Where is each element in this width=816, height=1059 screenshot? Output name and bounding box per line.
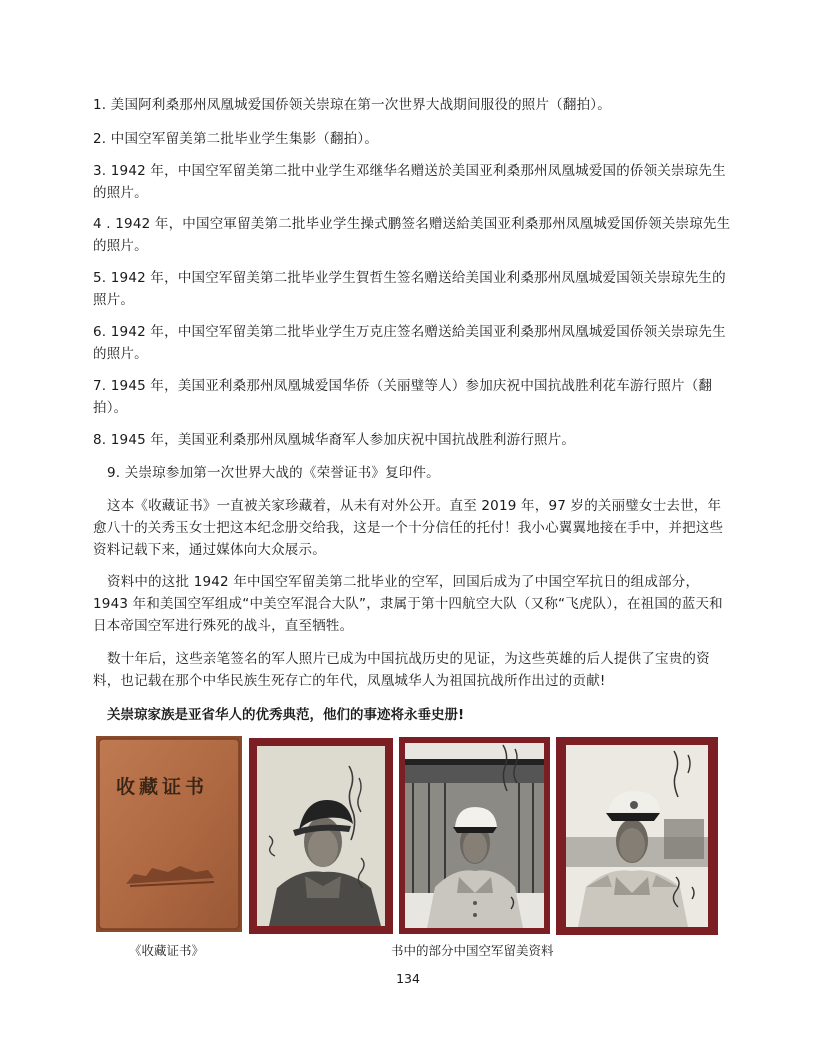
caption-certificate: 《收藏证书》 [129, 943, 205, 958]
list-item-6: 6. 1942 年，中国空军留美第二批毕业学生万克庄签名赠送給美国亚利桑那州凤凰城爱国侨领关崇琼先生的照片。 [93, 324, 726, 362]
pilot-portrait-1 [249, 738, 393, 934]
list-item-5: 5. 1942 年，中国空军留美第二批毕业学生賀哲生签名赠送给美国业利桑那州凤凰城爱国领关崇琼先生的照片。 [93, 270, 726, 308]
pilot-portrait-3 [556, 737, 718, 935]
body-paragraph-1: 这本《收藏证书》一直被关家珍藏着，从未有对外公开。直至 2019 年，97 岁的关丽璧女士去世，年愈八十的关秀玉女士把这本纪念册交给我，这是一个十分信任的托付！我小心翼翼地接在手中，并把这些资料记载下来，通过媒体向大众展示。 [93, 498, 724, 558]
body-paragraph-2: 资料中的这批 1942 年中国空军留美第二批毕业的空军，回国后成为了中国空军抗日的组成部分，1943 年和美国空军组成“中美空军混合大队”，隶属于第十四航空大队（又称“飞虎队），在祖国的蓝天和日本帝国空军进行殊死的战斗，直至牺牲。 [93, 574, 723, 634]
list-item-9: 9. 关崇琼参加第一次世界大战的《荣誉证书》复印件。 [107, 465, 440, 481]
list-item-8: 8. 1945 年，美国亚利桑那州凤凰城华裔军人参加庆祝中国抗战胜利游行照片。 [93, 432, 576, 448]
list-item-1: 1. 美国阿利桑那州凤凰城爱国侨领关崇琼在第一次世界大战期间服役的照片（翻拍）。 [93, 97, 611, 113]
certificate-book-photo [96, 736, 242, 932]
list-item-7: 7. 1945 年，美国亚利桑那州凤凰城爱国华侨（关丽璧等人）参加庆祝中国抗战胜利花车游行照片（翻拍）。 [93, 378, 713, 416]
highlight-statement: 关崇琼家族是亚省华人的优秀典范，他们的事迹将永垂史册! [107, 707, 465, 723]
certificate-title: 收藏证书 [116, 776, 209, 798]
list-item-2: 2. 中国空军留美第二批毕业学生集影（翻拍）。 [93, 131, 379, 147]
pilot-portrait-2 [399, 737, 550, 934]
list-item-3: 3. 1942 年，中国空军留美第二批中业学生邓继华名赠送於美国亚利桑那州凤凰城爱国的侨领关崇琼先生的照片。 [93, 163, 726, 201]
list-item-4: 4 . 1942 年，中国空軍留美第二批毕业学生操式鹏签名赠送給美国亚利桑那州凤凰城爱国侨领关崇琼先生的照片。 [93, 216, 731, 254]
body-paragraph-3: 数十年后，这些亲笔签名的军人照片已成为中国抗战历史的见证，为这些英雄的后人提供了宝贵的资料，也记载在那个中华民族生死存亡的年代，凤凰城华人为祖国抗战所作出过的贡献! [93, 651, 710, 689]
page-number: 134 [396, 971, 420, 986]
caption-photos: 书中的部分中国空军留美资料 [391, 943, 554, 958]
